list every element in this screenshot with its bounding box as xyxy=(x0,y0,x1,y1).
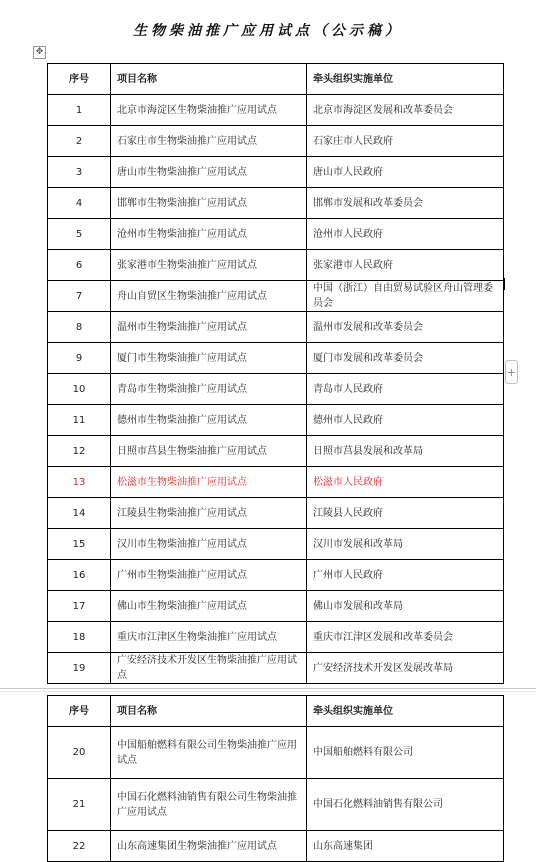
row-project-name: 德州市生物柴油推广应用试点 xyxy=(111,405,307,436)
table-row xyxy=(48,312,504,343)
row-lead-unit: 中国船舶燃料有限公司 xyxy=(307,727,504,779)
row-number: 3 xyxy=(48,157,111,188)
row-project-name: 温州市生物柴油推广应用试点 xyxy=(111,312,307,343)
row-number: 4 xyxy=(48,188,111,219)
row-project-name: 邯郸市生物柴油推广应用试点 xyxy=(111,188,307,219)
table-row xyxy=(48,126,504,157)
table-row xyxy=(48,560,504,591)
row-project-name: 张家港市生物柴油推广应用试点 xyxy=(111,250,307,281)
row-project-name: 松滋市生物柴油推广应用试点 xyxy=(111,467,307,498)
row-project-name: 广州市生物柴油推广应用试点 xyxy=(111,560,307,591)
row-number: 14 xyxy=(48,498,111,529)
row-lead-unit: 唐山市人民政府 xyxy=(307,157,504,188)
row-number: 11 xyxy=(48,405,111,436)
pilot-table-page1 xyxy=(47,63,504,684)
row-lead-unit: 江陵县人民政府 xyxy=(307,498,504,529)
row-number: 2 xyxy=(48,126,111,157)
row-number: 20 xyxy=(48,727,111,779)
table-row xyxy=(48,498,504,529)
header-unit: 牵头组织实施单位 xyxy=(307,696,504,727)
table-row xyxy=(48,831,504,862)
row-project-name: 重庆市江津区生物柴油推广应用试点 xyxy=(111,622,307,653)
row-lead-unit: 厦门市发展和改革委员会 xyxy=(307,343,504,374)
row-number: 10 xyxy=(48,374,111,405)
table-row xyxy=(48,281,504,312)
table-row xyxy=(48,653,504,684)
row-project-name: 青岛市生物柴油推广应用试点 xyxy=(111,374,307,405)
row-number: 6 xyxy=(48,250,111,281)
header-name: 项目名称 xyxy=(111,696,307,727)
row-lead-unit: 佛山市发展和改革局 xyxy=(307,591,504,622)
row-lead-unit: 沧州市人民政府 xyxy=(307,219,504,250)
row-number: 16 xyxy=(48,560,111,591)
row-lead-unit: 邯郸市发展和改革委员会 xyxy=(307,188,504,219)
header-name: 项目名称 xyxy=(111,64,307,95)
row-number: 1 xyxy=(48,95,111,126)
row-project-name: 山东高速集团生物柴油推广应用试点 xyxy=(111,831,307,862)
header-unit: 牵头组织实施单位 xyxy=(307,64,504,95)
row-number: 22 xyxy=(48,831,111,862)
table-row xyxy=(48,219,504,250)
row-lead-unit: 重庆市江津区发展和改革委员会 xyxy=(307,622,504,653)
row-number: 17 xyxy=(48,591,111,622)
table-row xyxy=(48,436,504,467)
table-row xyxy=(48,95,504,126)
table-move-handle-icon[interactable]: ✥ xyxy=(33,46,46,59)
header-no: 序号 xyxy=(48,64,111,95)
table-row xyxy=(48,374,504,405)
row-number: 9 xyxy=(48,343,111,374)
row-lead-unit: 山东高速集团 xyxy=(307,831,504,862)
table-row xyxy=(48,622,504,653)
row-project-name: 广安经济技术开发区生物柴油推广应用试点 xyxy=(111,653,307,684)
row-number: 7 xyxy=(48,281,111,312)
row-number: 12 xyxy=(48,436,111,467)
row-project-name: 汉川市生物柴油推广应用试点 xyxy=(111,529,307,560)
row-lead-unit: 石家庄市人民政府 xyxy=(307,126,504,157)
page-break xyxy=(0,688,536,692)
table-row xyxy=(48,157,504,188)
row-project-name: 唐山市生物柴油推广应用试点 xyxy=(111,157,307,188)
table-header-row xyxy=(48,64,504,95)
table-row xyxy=(48,529,504,560)
table-body-page2 xyxy=(48,727,504,862)
row-lead-unit: 广安经济技术开发区发展改革局 xyxy=(307,653,504,684)
row-number: 8 xyxy=(48,312,111,343)
table-row xyxy=(48,188,504,219)
row-lead-unit: 日照市莒县发展和改革局 xyxy=(307,436,504,467)
row-lead-unit: 汉川市发展和改革局 xyxy=(307,529,504,560)
row-lead-unit: 德州市人民政府 xyxy=(307,405,504,436)
row-number: 19 xyxy=(48,653,111,684)
row-project-name: 日照市莒县生物柴油推广应用试点 xyxy=(111,436,307,467)
table-row xyxy=(48,250,504,281)
row-project-name: 北京市海淀区生物柴油推广应用试点 xyxy=(111,95,307,126)
pilot-table-page2 xyxy=(47,695,504,862)
row-number: 15 xyxy=(48,529,111,560)
row-project-name: 佛山市生物柴油推广应用试点 xyxy=(111,591,307,622)
row-project-name: 石家庄市生物柴油推广应用试点 xyxy=(111,126,307,157)
table-header-row xyxy=(48,696,504,727)
header-no: 序号 xyxy=(48,696,111,727)
row-project-name: 江陵县生物柴油推广应用试点 xyxy=(111,498,307,529)
table-row xyxy=(48,405,504,436)
row-project-name: 厦门市生物柴油推广应用试点 xyxy=(111,343,307,374)
table-row xyxy=(48,727,504,779)
row-lead-unit: 中国（浙江）自由贸易试验区舟山管理委员会 xyxy=(307,281,504,312)
table-row xyxy=(48,591,504,622)
table-body-page1 xyxy=(48,95,504,684)
row-project-name: 沧州市生物柴油推广应用试点 xyxy=(111,219,307,250)
row-lead-unit: 青岛市人民政府 xyxy=(307,374,504,405)
row-project-name: 舟山自贸区生物柴油推广应用试点 xyxy=(111,281,307,312)
table-row xyxy=(48,467,504,498)
row-number: 5 xyxy=(48,219,111,250)
row-number: 18 xyxy=(48,622,111,653)
row-project-name: 中国船舶燃料有限公司生物柴油推广应用试点 xyxy=(111,727,307,779)
row-lead-unit: 广州市人民政府 xyxy=(307,560,504,591)
row-lead-unit: 中国石化燃料油销售有限公司 xyxy=(307,779,504,831)
table-row xyxy=(48,343,504,374)
row-lead-unit: 张家港市人民政府 xyxy=(307,250,504,281)
row-lead-unit: 北京市海淀区发展和改革委员会 xyxy=(307,95,504,126)
row-lead-unit: 松滋市人民政府 xyxy=(307,467,504,498)
row-number: 21 xyxy=(48,779,111,831)
row-lead-unit: 温州市发展和改革委员会 xyxy=(307,312,504,343)
add-column-button[interactable]: + xyxy=(505,360,518,384)
row-number: 13 xyxy=(48,467,111,498)
document-title: 生物柴油推广应用试点（公示稿） xyxy=(133,23,403,39)
table-row xyxy=(48,779,504,831)
row-project-name: 中国石化燃料油销售有限公司生物柴油推广应用试点 xyxy=(111,779,307,831)
